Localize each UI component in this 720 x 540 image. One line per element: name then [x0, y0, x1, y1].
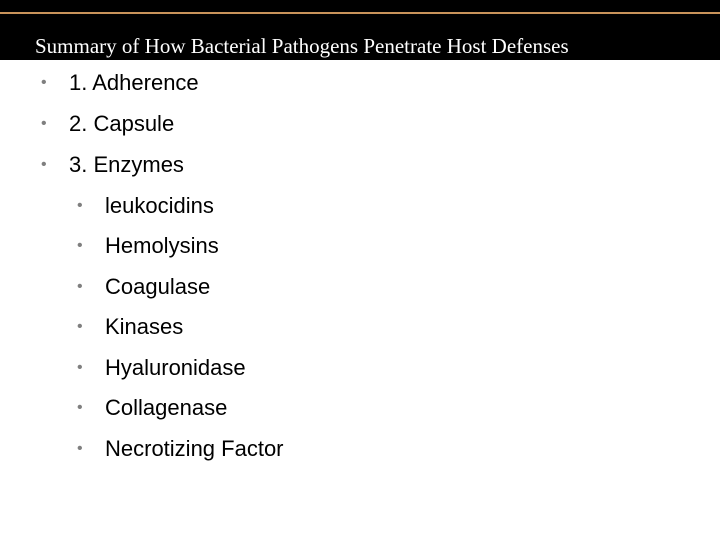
bullet-item-label: 2. Capsule — [69, 111, 175, 136]
bullet-dot-icon: • — [77, 278, 83, 295]
sub-bullet-item-label: Coagulase — [105, 274, 211, 299]
bullet-dot-icon: • — [41, 74, 47, 91]
bullet-dot-icon: • — [77, 399, 83, 416]
bullet-dot-icon: • — [77, 197, 83, 214]
sub-bullet-item-label: Hyaluronidase — [105, 355, 246, 380]
bullet-dot-icon: • — [41, 156, 47, 173]
sub-bullet-item-label: leukocidins — [105, 193, 214, 218]
slide-title: Summary of How Bacterial Pathogens Penetrate Host Defenses — [35, 34, 569, 58]
bullet-item-label: 1. Adherence — [69, 70, 199, 95]
bullet-dot-icon: • — [77, 440, 83, 457]
bullet-dot-icon: • — [77, 359, 83, 376]
bullet-dot-icon: • — [77, 318, 83, 335]
bullet-dot-icon: • — [77, 237, 83, 254]
bullet-dot-icon: • — [41, 115, 47, 132]
bullet-item-label: 3. Enzymes — [69, 152, 184, 177]
accent-line — [0, 12, 720, 14]
sub-bullet-item-label: Necrotizing Factor — [105, 436, 284, 461]
title-bar — [0, 0, 720, 60]
sub-bullet-item-label: Kinases — [105, 314, 184, 339]
sub-bullet-item-label: Hemolysins — [105, 233, 219, 258]
sub-bullet-item-label: Collagenase — [105, 395, 228, 420]
